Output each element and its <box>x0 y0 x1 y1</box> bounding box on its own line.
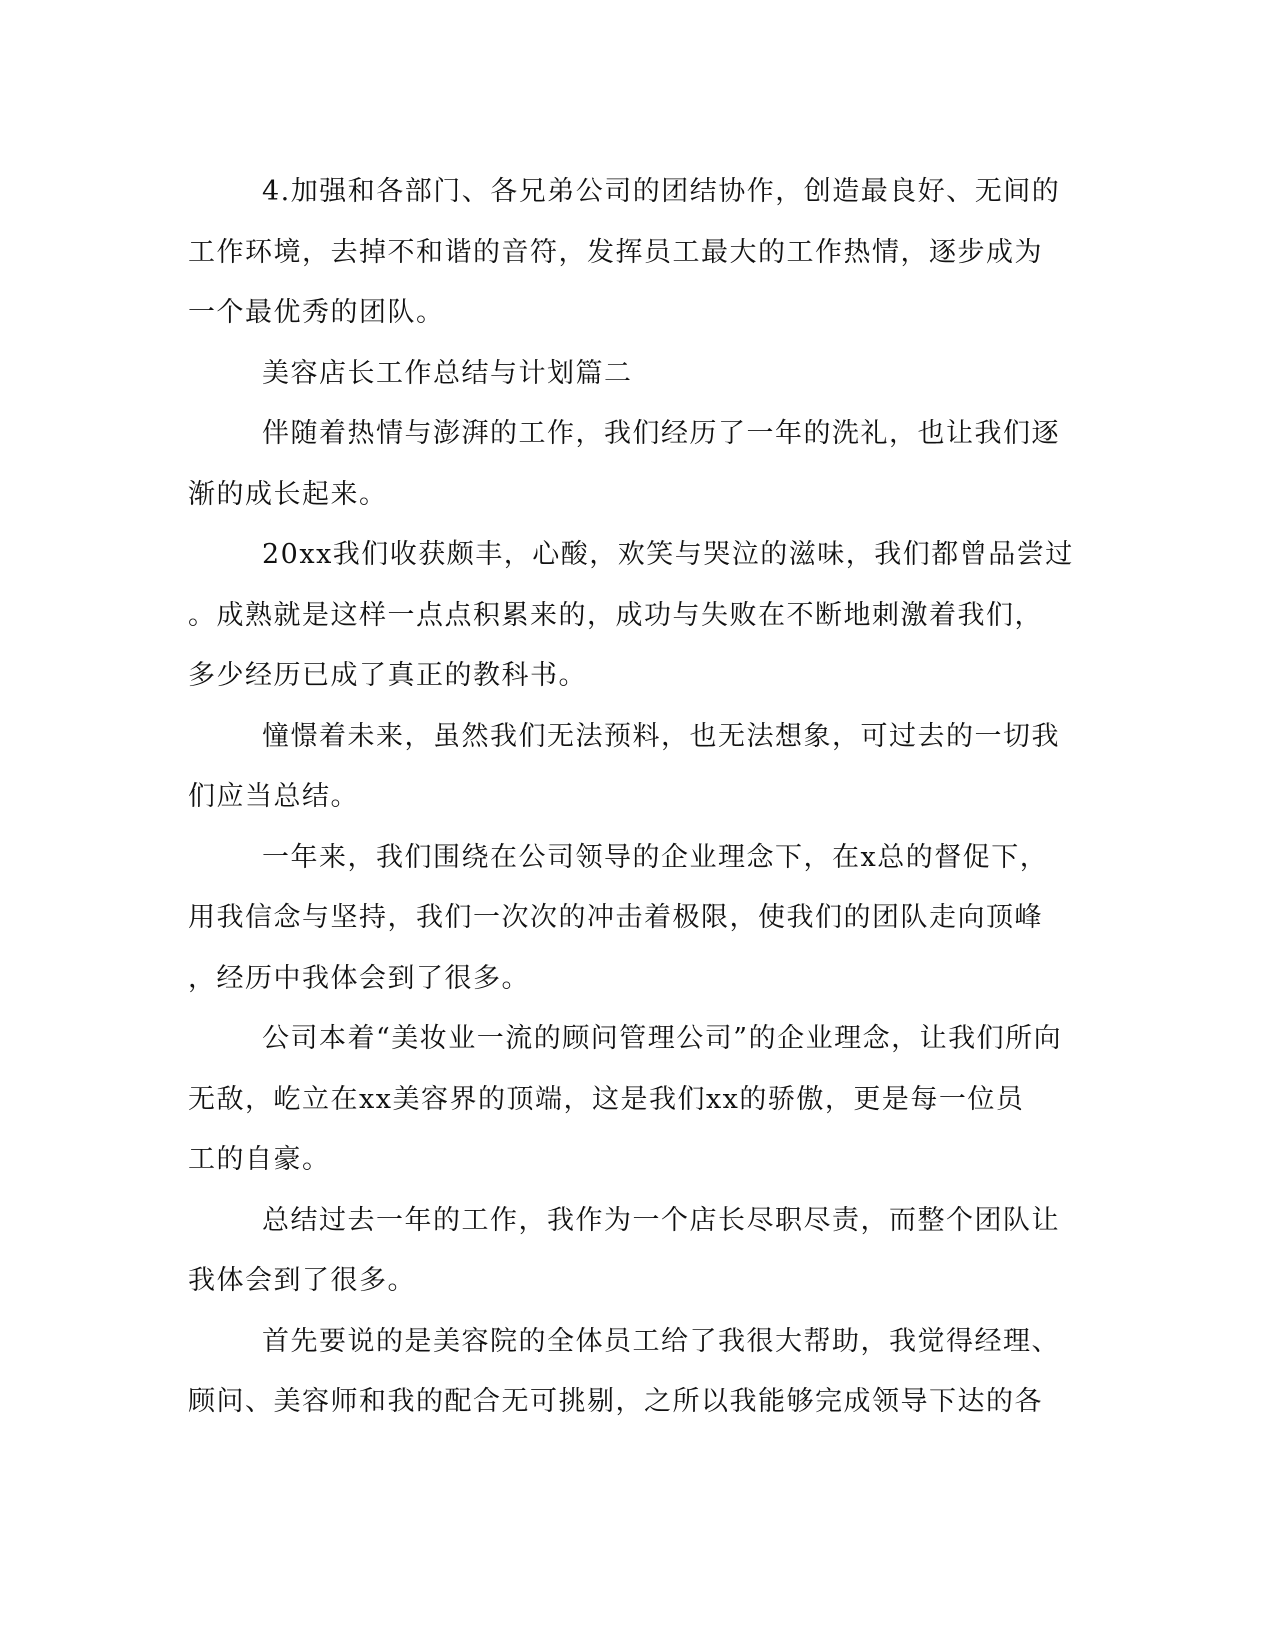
paragraph-company-philosophy <box>188 1009 1078 1191</box>
text-line: 。成熟就是这样一点点积累来的，成功与失败在不断地刺激着我们， <box>188 599 1043 631</box>
text-line: 用我信念与坚持，我们一次次的冲击着极限，使我们的团队走向顶峰 <box>188 902 1043 933</box>
text-line: 总结过去一年的工作，我作为一个店长尽职尽责，而整个团队让 <box>262 1204 1060 1236</box>
paragraph-staff-help <box>188 1312 1078 1433</box>
text-line: 一个最优秀的团队。 <box>188 297 445 328</box>
text-line: 20xx我们收获颇丰，心酸，欢笑与哭泣的滋味，我们都曾品尝过 <box>262 539 1074 570</box>
text-line: 我体会到了很多。 <box>188 1265 416 1296</box>
section-heading <box>188 344 1078 405</box>
text-line: 首先要说的是美容院的全体员工给了我很大帮助，我觉得经理、 <box>262 1325 1060 1357</box>
text-line: 憧憬着未来，虽然我们无法预料，也无法想象，可过去的一切我 <box>262 720 1060 752</box>
text-line: 伴随着热情与澎湃的工作，我们经历了一年的洗礼，也让我们逐 <box>262 418 1060 449</box>
text-line: 顾问、美容师和我的配合无可挑剔，之所以我能够完成领导下达的各 <box>188 1386 1043 1417</box>
paragraph-summary <box>188 1191 1078 1312</box>
text-line: 4.加强和各部门、各兄弟公司的团结协作，创造最良好、无间的 <box>262 176 1061 207</box>
text-line: 多少经历已成了真正的教科书。 <box>188 660 587 691</box>
text-line: 一年来，我们围绕在公司领导的企业理念下，在x总的督促下， <box>262 841 1049 873</box>
text-line: 工作环境，去掉不和谐的音符，发挥员工最大的工作热情，逐步成为 <box>188 236 1043 268</box>
text-line: ，经历中我体会到了很多。 <box>188 962 530 994</box>
paragraph-year-review <box>188 828 1078 1010</box>
text-line: 无敌，屹立在xx美容界的顶端，这是我们xx的骄傲，更是每一位员 <box>188 1083 1025 1115</box>
heading-text: 美容店长工作总结与计划篇二 <box>262 357 633 389</box>
text-line: 们应当总结。 <box>188 781 359 812</box>
document-body <box>188 162 1078 1433</box>
text-line: 渐的成长起来。 <box>188 478 388 510</box>
paragraph-harvest <box>188 525 1078 707</box>
text-line: 公司本着“美妆业一流的顾问管理公司”的企业理念，让我们所向 <box>262 1023 1063 1054</box>
paragraph-future <box>188 707 1078 828</box>
paragraph-teamwork <box>188 162 1078 344</box>
paragraph-growth <box>188 404 1078 525</box>
text-line: 工的自豪。 <box>188 1144 331 1175</box>
